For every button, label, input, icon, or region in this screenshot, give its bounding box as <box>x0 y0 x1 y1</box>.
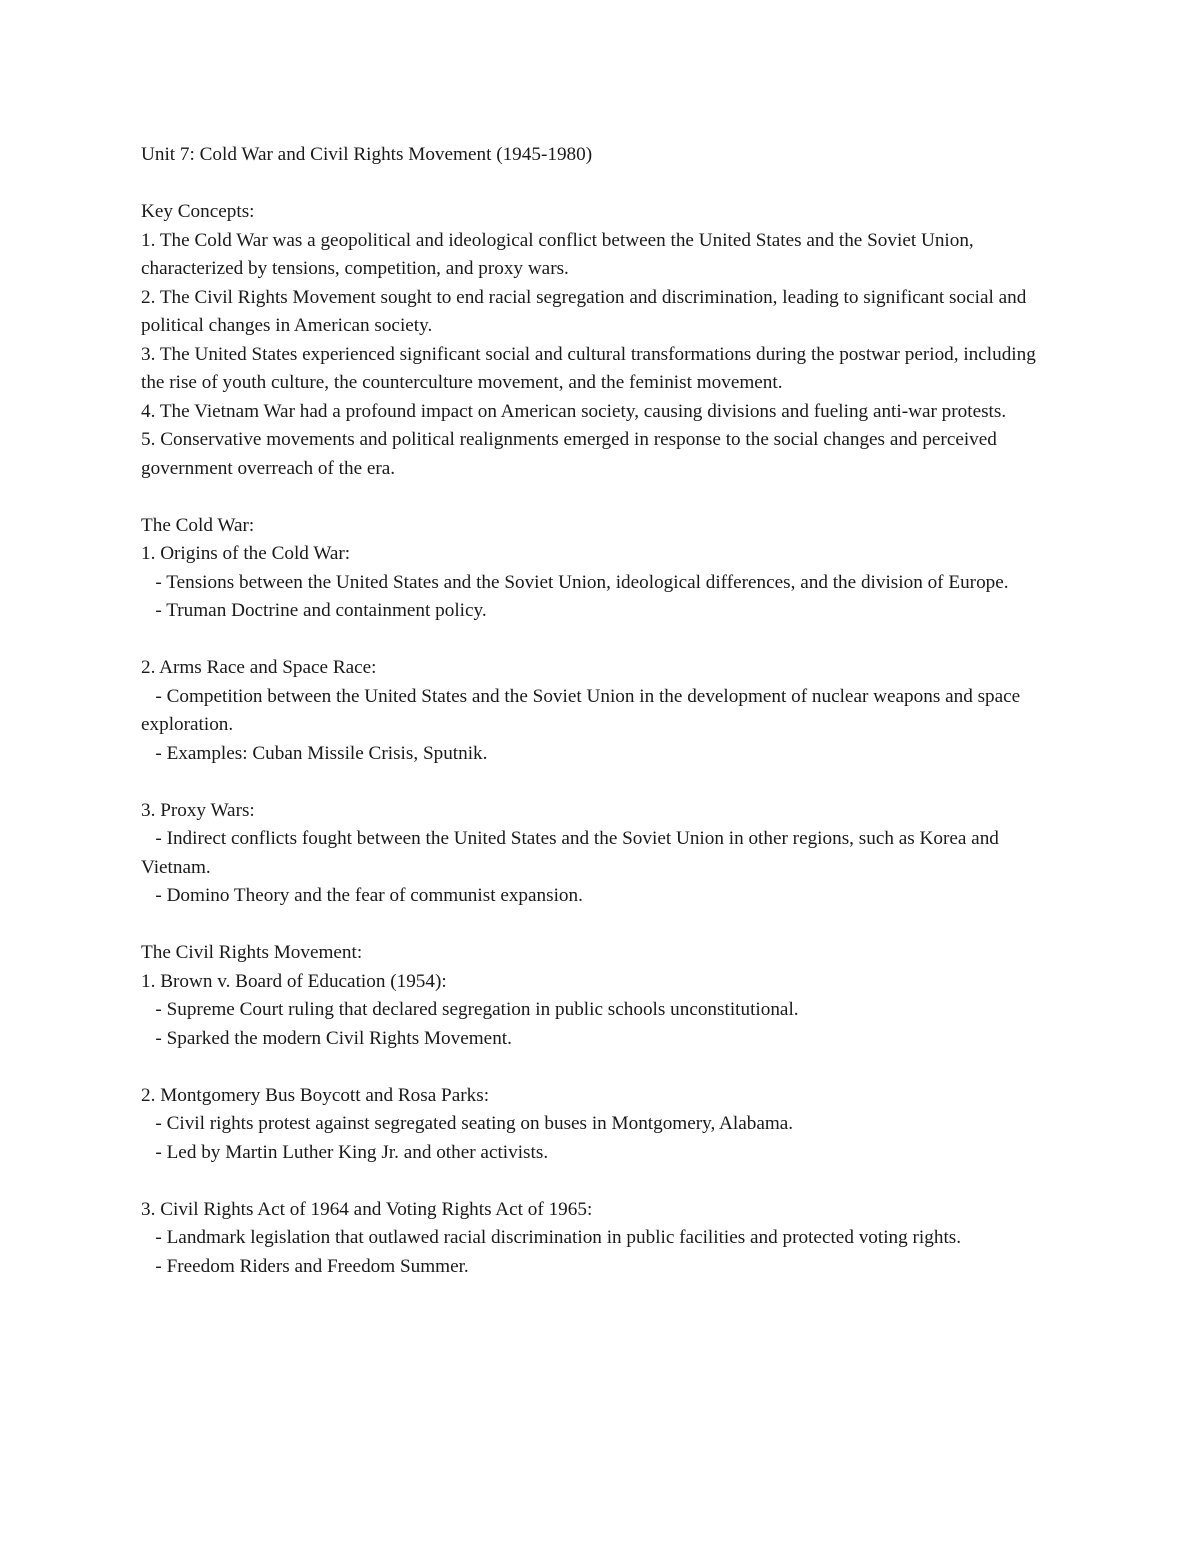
section-title: 1. Origins of the Cold War: <box>141 543 351 564</box>
bullet-point: - Examples: Cuban Missile Crisis, Sputnik. <box>141 742 488 764</box>
section-title: 3. Proxy Wars: <box>141 799 255 821</box>
key-concept-item: 5. Conservative movements and political realignments emerged in response to the social changes and perceived government overreach of the era. <box>141 429 1002 479</box>
bullet-point: - Freedom Riders and Freedom Summer. <box>141 1255 469 1277</box>
spacer <box>141 170 1061 199</box>
bullet-point: - Civil rights protest against segregated seating on buses in Montgomery, Alabama. <box>141 1113 794 1134</box>
bullet-point: - Landmark legislation that outlawed racial discrimination in public facilities and protected voting rights. <box>141 1227 962 1248</box>
bullet-point: - Truman Doctrine and containment policy. <box>141 600 487 621</box>
key-concept-item: 2. The Civil Rights Movement sought to end racial segregation and discrimination, leading to significant social and political changes in American society. <box>141 286 1032 336</box>
key-concept-item: 1. The Cold War was a geopolitical and ideological conflict between the United States and the Soviet Union, characterized by tensions, competition, and proxy wars. <box>141 229 979 279</box>
spacer <box>141 768 1061 797</box>
spacer <box>141 1053 1061 1082</box>
spacer <box>141 911 1061 940</box>
civil-rights-heading: The Civil Rights Movement: <box>141 942 363 963</box>
key-concepts-heading: Key Concepts: <box>141 201 255 222</box>
key-concept-item: 4. The Vietnam War had a profound impact on American society, causing divisions and fueling anti-war protests. <box>141 400 1007 422</box>
section-title: 3. Civil Rights Act of 1964 and Voting Rights Act of 1965: <box>141 1198 593 1220</box>
bullet-point: - Indirect conflicts fought between the United States and the Soviet Union in other regions, such as Korea and Vietnam. <box>141 828 1004 878</box>
bullet-point: - Supreme Court ruling that declared segregation in public schools unconstitutional. <box>141 999 799 1020</box>
spacer <box>141 483 1061 512</box>
document-page <box>141 141 1061 1281</box>
spacer <box>141 626 1061 655</box>
bullet-point: - Competition between the United States and the Soviet Union in the development of nuclear weapons and space exploration. <box>141 685 1025 735</box>
section-title: 2. Arms Race and Space Race: <box>141 657 377 678</box>
spacer <box>141 1167 1061 1196</box>
section-title: 2. Montgomery Bus Boycott and Rosa Parks: <box>141 1084 490 1106</box>
cold-war-heading: The Cold War: <box>141 514 255 536</box>
document-title: Unit 7: Cold War and Civil Rights Movement (1945-1980) <box>141 144 593 165</box>
bullet-point: - Sparked the modern Civil Rights Movement. <box>141 1027 512 1049</box>
bullet-point: - Domino Theory and the fear of communist expansion. <box>141 885 583 906</box>
key-concept-item: 3. The United States experienced significant social and cultural transformations during the postwar period, including the rise of youth culture, the counterculture movement, and the feminist movement. <box>141 343 1041 393</box>
bullet-point: - Led by Martin Luther King Jr. and other activists. <box>141 1141 549 1163</box>
bullet-point: - Tensions between the United States and the Soviet Union, ideological differences, and the division of Europe. <box>141 571 1009 593</box>
section-title: 1. Brown v. Board of Education (1954): <box>141 970 447 992</box>
